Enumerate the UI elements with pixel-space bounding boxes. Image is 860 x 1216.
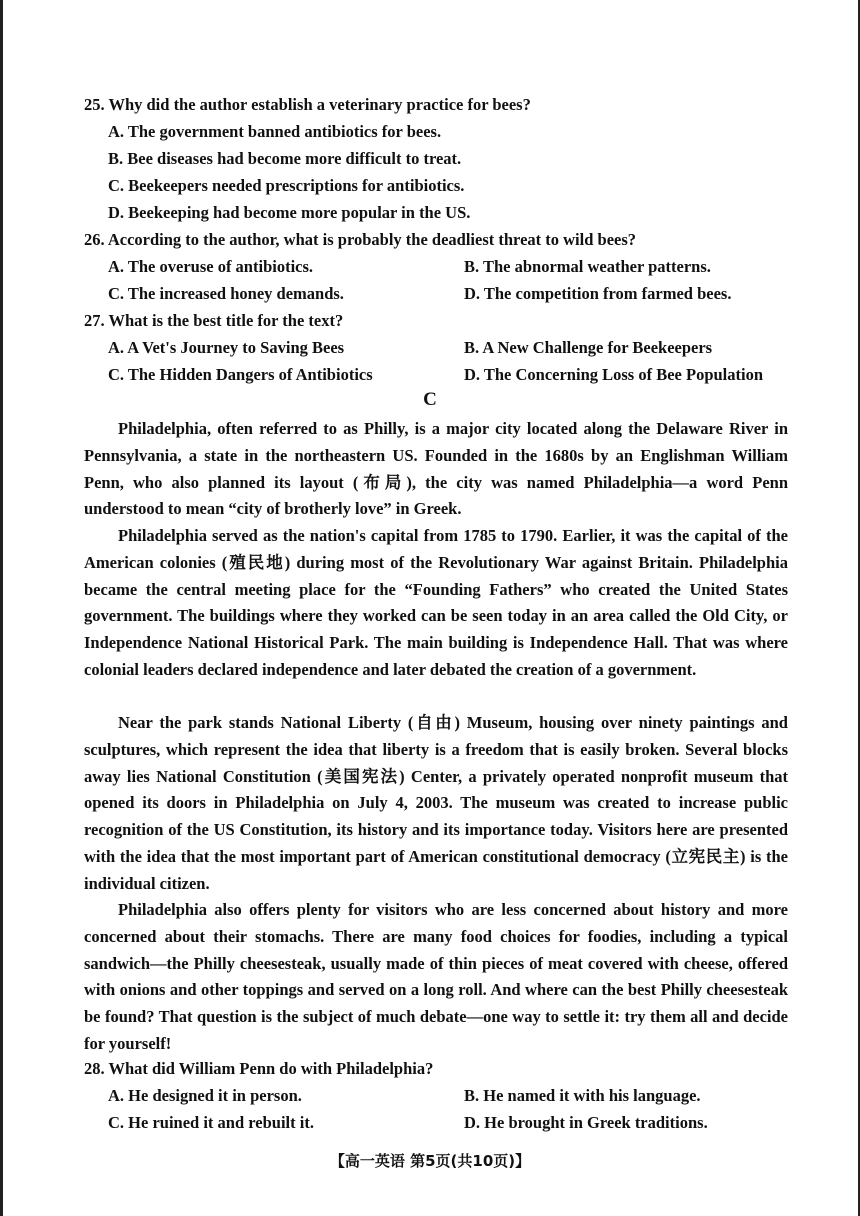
option-a: A. The overuse of antibiotics. bbox=[108, 257, 314, 276]
option-b: B. Bee diseases had become more difficult to treat. bbox=[108, 149, 462, 168]
option-b: B. A New Challenge for Beekeepers bbox=[464, 338, 713, 357]
option-d: D. Beekeeping had become more popular in the US. bbox=[108, 203, 471, 222]
option-a: A. The government banned antibiotics for bees. bbox=[108, 122, 442, 141]
option-c: C. Beekeepers needed prescriptions for antibiotics. bbox=[108, 176, 465, 195]
question-stem: 28. What did William Penn do with Philadelphia? bbox=[84, 1059, 434, 1078]
section-heading: C bbox=[423, 389, 437, 410]
passage-paragraph: Philadelphia also offers plenty for visitors who are less concerned about history and more concerned about their stomachs. There are many food choices for foodies, including a typical sandwich—the Philly cheesesteak, usually made of thin pieces of meat covered with cheese, offered with onions and other toppings and served on a long roll. And where can the best Philly cheesesteak be found? That question is the subject of much debate—one way to settle it: try them all and decide for yourself! bbox=[84, 900, 788, 1053]
option-c: C. He ruined it and rebuilt it. bbox=[108, 1113, 314, 1132]
option-a: A. He designed it in person. bbox=[108, 1086, 302, 1105]
page-footer: 【高一英语 第5页(共10页)】 bbox=[329, 1152, 531, 1170]
option-b: B. He named it with his language. bbox=[464, 1086, 701, 1105]
option-d: D. The Concerning Loss of Bee Population bbox=[464, 365, 764, 384]
option-c: C. The increased honey demands. bbox=[108, 284, 344, 303]
question-stem: 27. What is the best title for the text? bbox=[84, 311, 344, 330]
question-stem: 26. According to the author, what is probably the deadliest threat to wild bees? bbox=[84, 230, 637, 249]
option-d: D. The competition from farmed bees. bbox=[464, 284, 732, 303]
option-d: D. He brought in Greek traditions. bbox=[464, 1113, 708, 1132]
option-a: A. A Vet's Journey to Saving Bees bbox=[108, 338, 345, 357]
question-stem: 25. Why did the author establish a veterinary practice for bees? bbox=[84, 95, 531, 114]
passage-paragraph: Near the park stands National Liberty (自由) Museum, housing over ninety paintings and sculptures, which represent the idea that liberty is a freedom that is easily broken. Several blocks away lies National Constitution (美国宪法) Center, a privately operated nonprofit museum that opened its doors in Philadelphia on July 4, 2003. The museum was created to increase public recognition of the US Constitution, its history and its importance today. Visitors here are presented with the idea that the most important part of American constitutional democracy (立宪民主) is the individual citizen. bbox=[84, 713, 788, 893]
scan-edge-left bbox=[0, 0, 3, 1216]
passage-paragraph: Philadelphia, often referred to as Philly, is a major city located along the Delaware River in Pennsylvania, a state in the northeastern US. Founded in the 1680s by an Englishman William Penn, who also planned its layout (布局), the city was named Philadelphia—a word Penn understood to mean “city of brotherly love” in Greek. bbox=[84, 419, 788, 519]
passage-paragraph: Philadelphia served as the nation's capital from 1785 to 1790. Earlier, it was the capital of the American colonies (殖民地) during most of the Revolutionary War against Britain. Philadelphia became the central meeting place for the “Founding Fathers” who created the United States government. The buildings where they worked can be seen today in an area called the Old City, or Independence National Historical Park. The main building is Independence Hall. That was where colonial leaders declared independence and later debated the creation of a government. bbox=[84, 526, 788, 679]
option-c: C. The Hidden Dangers of Antibiotics bbox=[108, 365, 373, 384]
option-b: B. The abnormal weather patterns. bbox=[464, 257, 711, 276]
